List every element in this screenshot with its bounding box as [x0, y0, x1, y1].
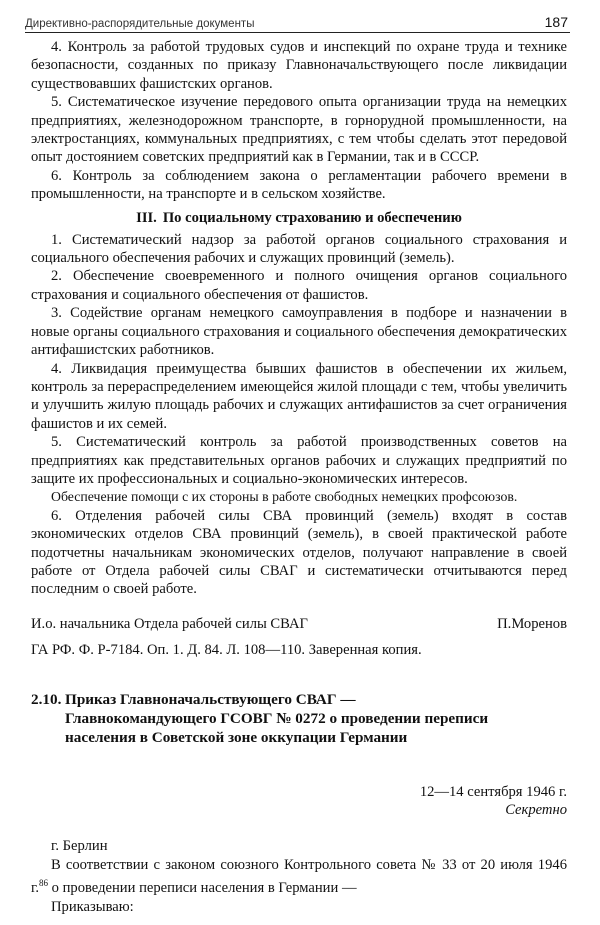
signer-name: П.Моренов [497, 615, 567, 632]
title-line: Приказ Главноначальствующего СВАГ — [65, 690, 356, 708]
paragraph: 5. Систематическое изучение передового опыта организации труда на немецких предприятиях, железнодорожном транспорте, в горнорудной промышленности, на электростанциях, коммунальных предприятиях, с тем чтобы сделать этот передовой опыт достоянием советских предприятий как в Германии, так и в СССР. [31, 94, 567, 166]
section-heading [31, 209, 567, 227]
place-of-issue: г. Берлин [51, 838, 108, 855]
signer-position: И.о. начальника Отдела рабочей силы СВАГ [31, 615, 308, 632]
document-title [31, 690, 567, 747]
order-word: Приказываю: [51, 898, 134, 915]
title-line: Главнокомандующего ГСОВГ № 0272 о проведении переписи [65, 709, 489, 727]
section-title-text: По социальному страхованию и обеспечению [162, 209, 462, 226]
title-line: населения в Советской зоне оккупации Германии [65, 728, 408, 746]
page-body [31, 38, 567, 916]
section-numeral: III. [136, 209, 157, 226]
paragraph: 6. Отделения рабочей силы СВА провинций (земель) входят в состав экономических отделов СВА провинций (земель), в своей практической работе подотчетны начальникам экономических отделов, получают направление в своей работе от Отдела рабочей силы СВАГ и систематически отчитываются перед последним о своей работе. [31, 507, 567, 598]
paragraph: 4. Контроль за работой трудовых судов и инспекций по охране труда и технике безопасности, созданных по приказу Главноначальствующего после ликвидации существовавших фашистских органов. [31, 39, 567, 92]
intro-paragraph [31, 856, 567, 898]
intro-text-cont: о проведении переписи населения в Германии — [48, 880, 357, 897]
intro-text: В соответствии с законом союзного Контрольного совета № 33 от 20 июля 1946 г. [31, 856, 567, 897]
document-date: 12—14 сентября 1946 г. [419, 783, 567, 800]
paragraph: 4. Ликвидация преимущества бывших фашистов в обеспечении их жильем, контроль за перераспределением имеющейся жилой площади с тем, чтобы увеличить и улучшить жилую площадь рабочих и служащих антифашистов за счет ограничения фашистов и их семей. [31, 360, 567, 432]
archive-reference: ГА РФ. Ф. Р-7184. Оп. 1. Д. 84. Л. 108—110. Заверенная копия. [31, 642, 422, 659]
paragraph: 2. Обеспечение своевременного и полного очищения органов социального страхования и социального обеспечения от фашистов. [31, 268, 567, 303]
running-header [25, 10, 570, 33]
paragraph: 5. Систематический контроль за работой производственных советов на предприятиях как представительных органов рабочих и служащих предприятий по защите их профессиональных и социально-экономических интересов. [31, 434, 567, 487]
section-title: Директивно-распорядительные документы [25, 18, 255, 30]
signature-line [31, 615, 567, 633]
paragraph: Обеспечение помощи с их стороны в работе свободных немецких профсоюзов. [51, 489, 518, 505]
paragraph: 3. Содействие органам немецкого самоуправления в подборе и назначении в новые органы социального страхования и социального обеспечения демократических антифашистских работников. [31, 305, 567, 359]
classification-mark: Секретно [505, 802, 567, 818]
page-number: 187 [544, 14, 568, 30]
paragraph: 1. Систематический надзор за работой органов социального страхования и социального обеспечения рабочих и служащих провинций (земель). [31, 231, 567, 267]
footnote-ref: 86 [39, 878, 48, 889]
document-number: 2.10. [31, 690, 62, 708]
paragraph: 6. Контроль за соблюдением закона о регламентации рабочего времени в промышленности, на транспорте и в сельском хозяйстве. [31, 167, 567, 203]
